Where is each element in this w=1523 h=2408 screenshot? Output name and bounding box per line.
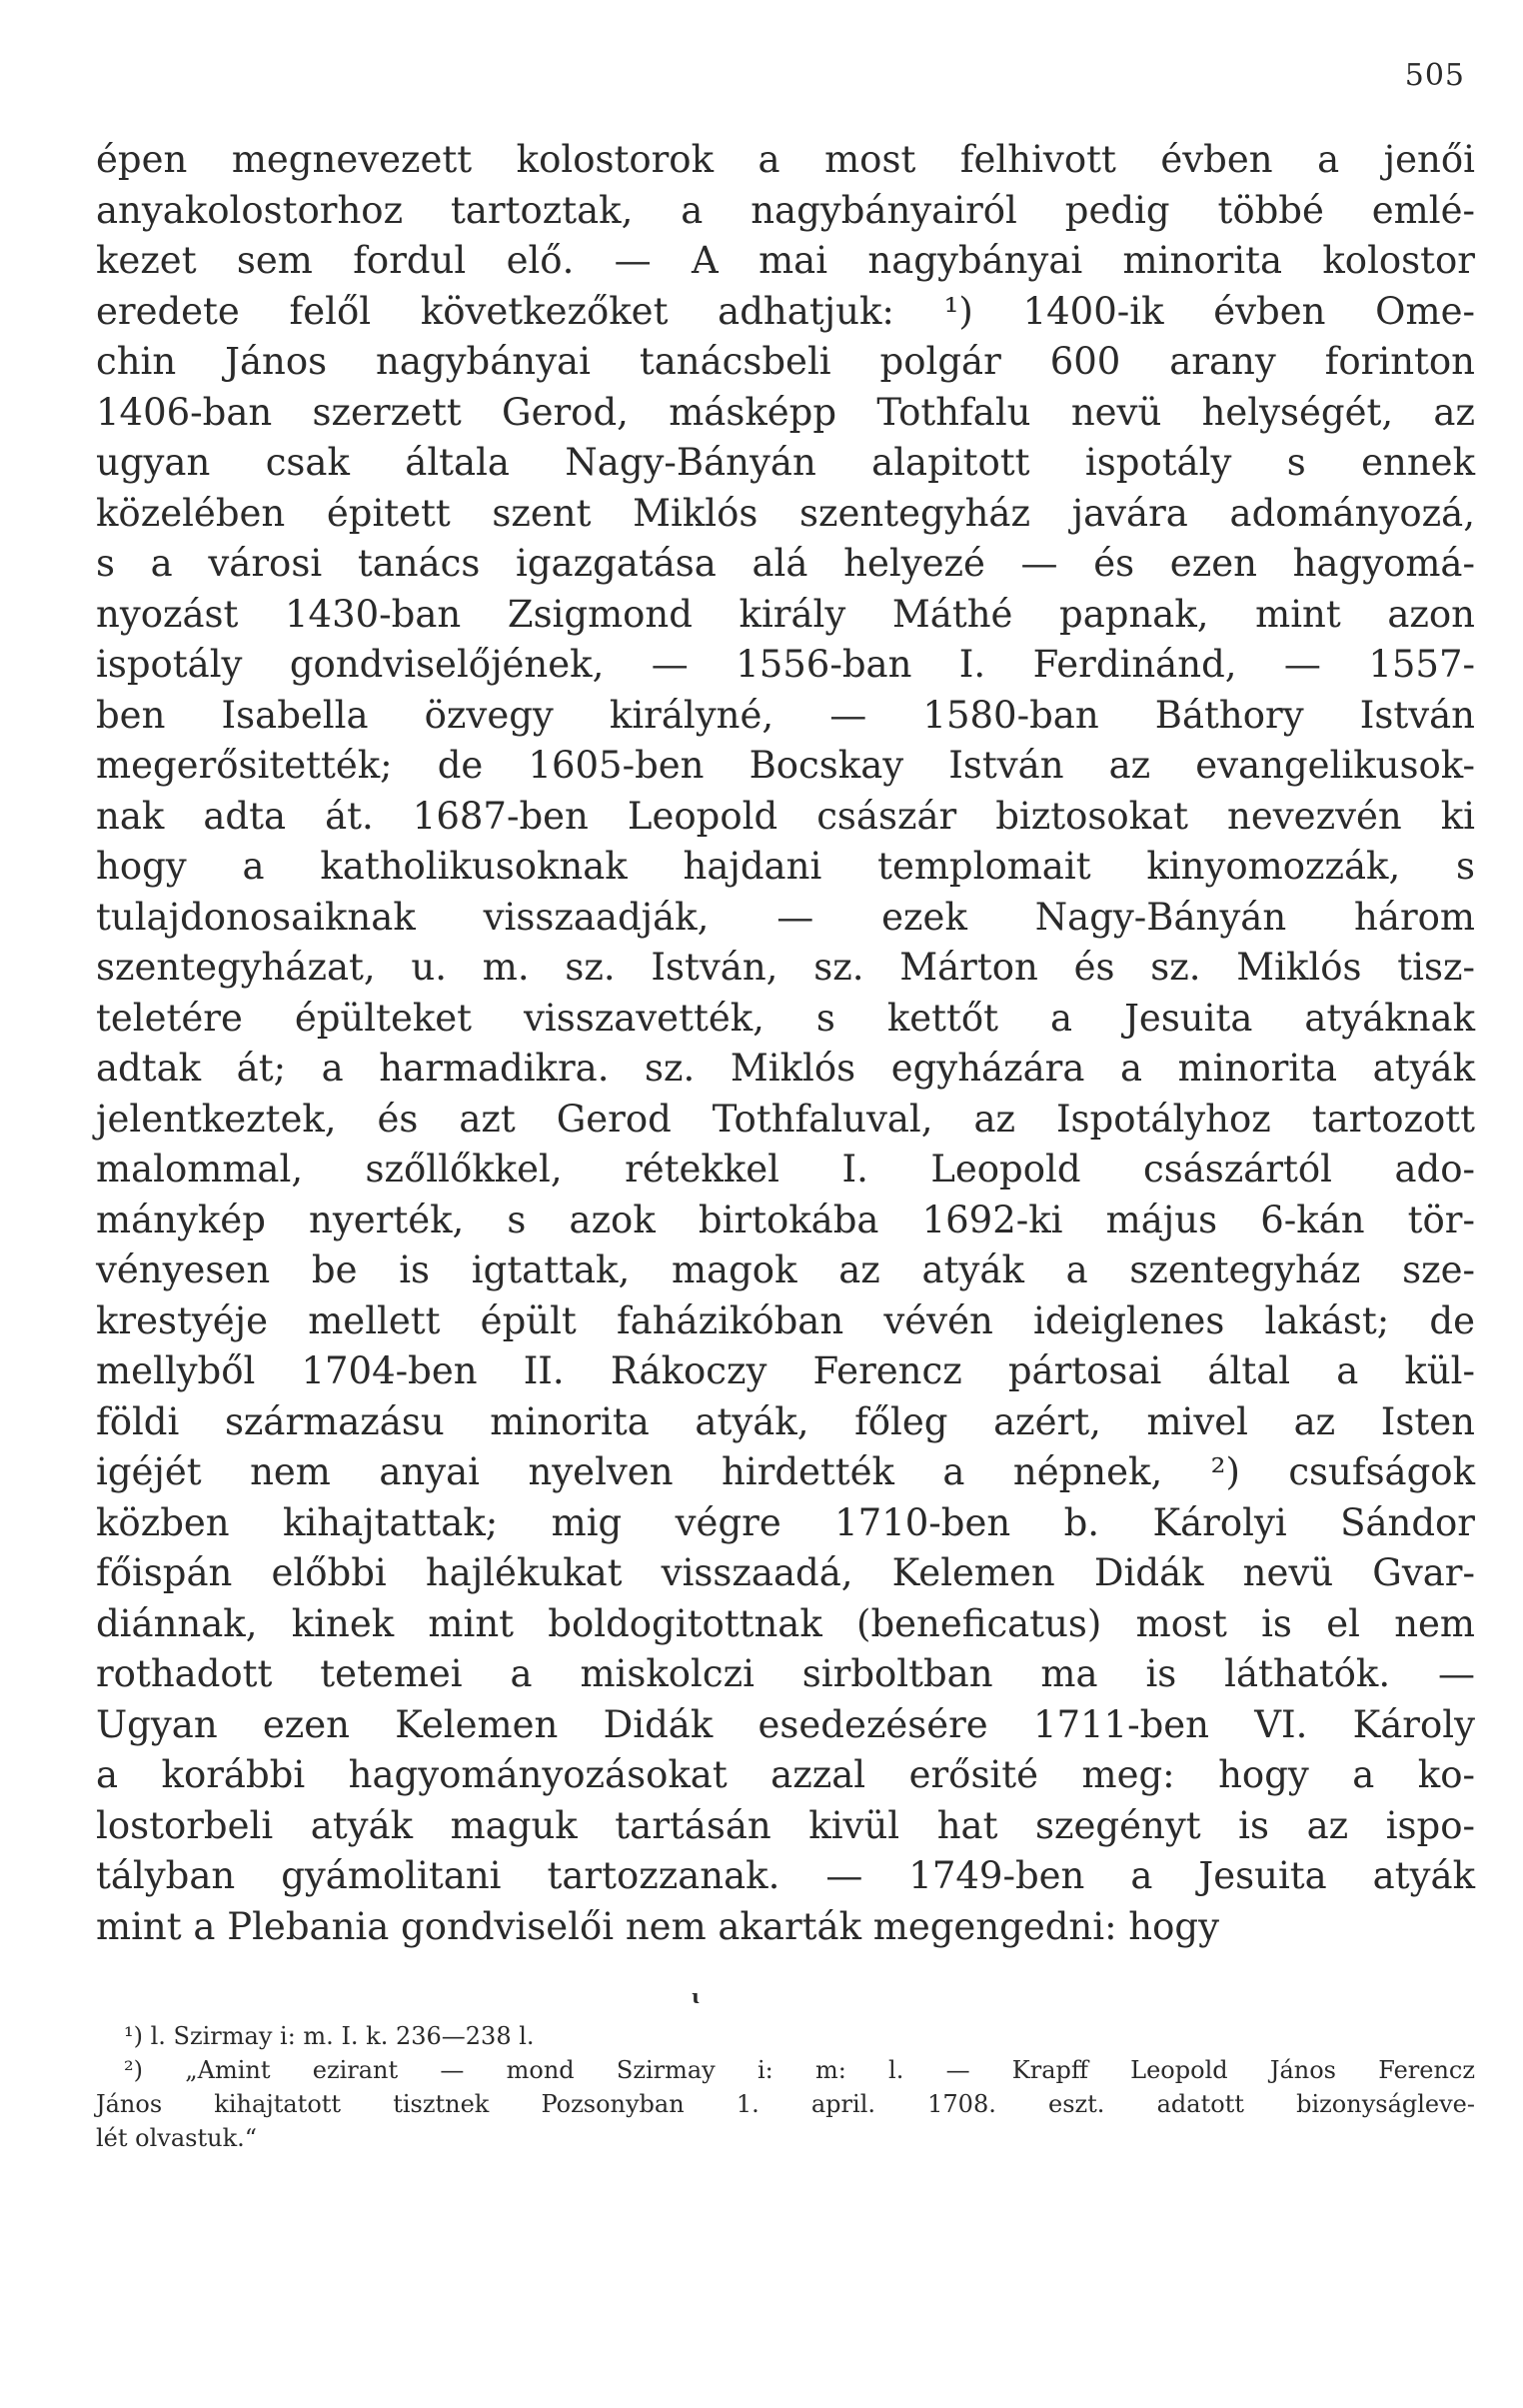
text-line: jelentkeztek, és azt Gerod Tothfaluval, az Ispotályhoz tartozott	[96, 1097, 1475, 1141]
text-line: ugyan csak általa Nagy-Bányán alapitott ispotály s ennek	[96, 441, 1475, 484]
text-line: adtak át; a harmadikra. sz. Miklós egyházára a minorita atyák	[96, 1047, 1475, 1090]
footnote-2: ²) „Amint ezirant — mond Szirmay i: m: l. — Krapff Leopold János Ferencz	[124, 2056, 1475, 2084]
text-line: chin János nagybányai tanácsbeli polgár 600 arany forinton	[96, 340, 1475, 383]
text-line: tulajdonosaiknak visszaadják, — ezek Nagy-Bányán három	[96, 895, 1475, 939]
text-line: rothadott tetemei a miskolczi sirboltban ma is láthatók. —	[96, 1652, 1475, 1695]
text-line: kezet sem fordul elő. — A mai nagybányai minorita kolostor	[96, 239, 1475, 282]
text-line: közelében épitett szent Miklós szentegyház javára adományozá,	[96, 491, 1475, 535]
footnotes	[96, 2019, 1475, 2155]
text-line: mint a Plebania gondviselői nem akarták megengedni: hogy	[96, 1904, 1220, 1948]
text-line: s a városi tanács igazgatása alá helyezé — és ezen hagyomá-	[96, 542, 1475, 585]
text-line: anyakolostorhoz tartoztak, a nagybányairól pedig többé emlé-	[96, 188, 1475, 232]
text-line: krestyéje mellett épült faházikóban vévén ideiglenes lakást; de	[96, 1298, 1475, 1342]
text-line: lostorbeli atyák maguk tartásán kivül hat szegényt is az ispo-	[96, 1803, 1475, 1847]
footnote-2-continued: János kihajtatott tisztnek Pozsonyban 1. april. 1708. eszt. adatott bizonyságleve-	[96, 2090, 1475, 2118]
text-line: épen megnevezett kolostorok a most felhivott évben a jenői	[96, 138, 1475, 181]
text-line: közben kihajtattak; mig végre 1710-ben b. Károlyi Sándor	[96, 1500, 1475, 1544]
text-line: mellyből 1704-ben II. Rákoczy Ferencz pártosai által a kül-	[96, 1349, 1475, 1392]
text-line: diánnak, kinek mint boldogitottnak (beneficatus) most is el nem	[96, 1601, 1475, 1645]
page-number: 505	[1404, 58, 1465, 93]
text-line: nak adta át. 1687-ben Leopold császár biztosokat nevezvén ki	[96, 794, 1475, 838]
text-line: tályban gyámolitani tartozzanak. — 1749-ben a Jesuita atyák	[96, 1854, 1475, 1897]
text-line: teletére épülteket visszavették, s kettőt a Jesuita atyáknak	[96, 996, 1475, 1040]
footnote-1: ¹) l. Szirmay i: m. I. k. 236—238 l.	[124, 2022, 535, 2050]
text-line: földi származásu minorita atyák, főleg azért, mivel az Isten	[96, 1399, 1475, 1443]
text-line: malommal, szőllőkkel, rétekkel I. Leopold császártól ado-	[96, 1148, 1475, 1191]
text-line: igéjét nem anyai nyelven hirdették a népnek, ²) csufságok	[96, 1450, 1475, 1493]
text-line: 1406-ban szerzett Gerod, másképp Tothfalu nevü helységét, az	[96, 390, 1475, 434]
text-line: főispán előbbi hajlékukat visszaadá, Kelemen Didák nevü Gvar-	[96, 1551, 1475, 1594]
text-line: mánykép nyerték, s azok birtokába 1692-ki május 6-kán tör-	[96, 1198, 1475, 1241]
text-line: ben Isabella özvegy királyné, — 1580-ban Báthory István	[96, 693, 1475, 737]
text-line: vényesen be is igtattak, magok az atyák a szentegyház sze-	[96, 1248, 1475, 1291]
footnote-2-end: lét olvastuk.“	[96, 2124, 258, 2152]
body-text	[96, 135, 1475, 1952]
text-line: hogy a katholikusoknak hajdani templomait kinyomozzák, s	[96, 845, 1475, 888]
text-line: ispotály gondviselőjének, — 1556-ban I. Ferdinánd, — 1557-	[96, 643, 1475, 686]
footnote-divider-mark: ɩ	[692, 1984, 700, 2008]
text-line: a korábbi hagyományozásokat azzal erősité meg: hogy a ko-	[96, 1753, 1475, 1796]
text-line: eredete felől következőket adhatjuk: ¹) 1400-ik évben Ome-	[96, 289, 1475, 333]
text-line: megerősitették; de 1605-ben Bocskay István az evangelikusok-	[96, 744, 1475, 787]
text-line: nyozást 1430-ban Zsigmond király Máthé papnak, mint azon	[96, 592, 1475, 636]
text-line: Ugyan ezen Kelemen Didák esedezésére 1711-ben VI. Károly	[96, 1702, 1475, 1746]
text-line: szentegyházat, u. m. sz. István, sz. Márton és sz. Miklós tisz-	[96, 946, 1475, 989]
